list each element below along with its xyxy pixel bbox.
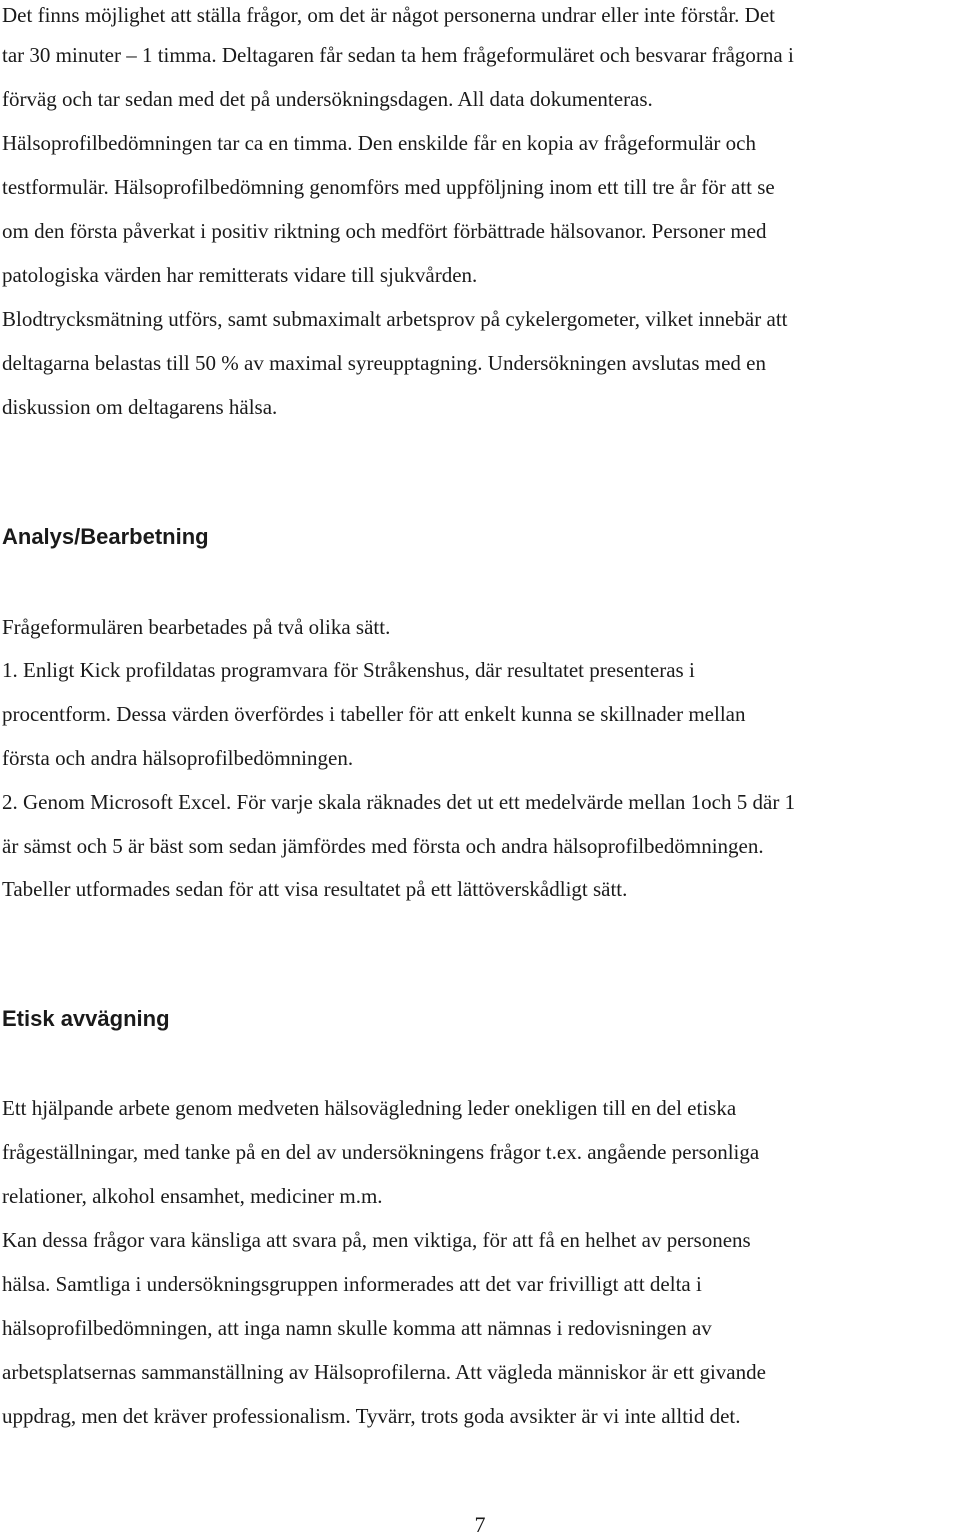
etik-line: Kan dessa frågor vara känsliga att svara på, men viktiga, för att få en helhet av personens [2, 1228, 751, 1252]
intro-line: tar 30 minuter – 1 timma. Deltagaren får sedan ta hem frågeformuläret och besvarar frågorna i [2, 43, 794, 67]
intro-line: förväg och tar sedan med det på undersökningsdagen. All data dokumenteras. [2, 87, 653, 111]
etik-line: frågeställningar, med tanke på en del av undersökningens frågor t.ex. angående personliga [2, 1140, 760, 1164]
intro-line: om den första påverkat i positiv riktning och medfört förbättrade hälsovanor. Personer med [2, 219, 767, 243]
intro-line: Blodtrycksmätning utförs, samt submaximalt arbetsprov på cykelergometer, vilket innebär att [2, 307, 788, 331]
etik-line: hälsoprofilbedömningen, att inga namn skulle komma att nämnas i redovisningen av [2, 1316, 712, 1340]
analys-line: Tabeller utformades sedan för att visa resultatet på ett lättöverskådligt sätt. [2, 877, 628, 901]
section-heading-etik: Etisk avvägning [2, 1006, 170, 1031]
etik-line: hälsa. Samtliga i undersökningsgruppen informerades att det var frivilligt att delta i [2, 1272, 702, 1296]
etik-line: Ett hjälpande arbete genom medveten hälsovägledning leder onekligen till en del etiska [2, 1096, 737, 1120]
section-heading-analys: Analys/Bearbetning [2, 524, 209, 549]
etik-line: uppdrag, men det kräver professionalism. Tyvärr, trots goda avsikter är vi inte alltid det. [2, 1404, 741, 1428]
analys-line: är sämst och 5 är bäst som sedan jämfördes med första och andra hälsoprofilbedömningen. [2, 834, 764, 858]
etik-line: relationer, alkohol ensamhet, mediciner m.m. [2, 1184, 383, 1208]
intro-line: Det finns möjlighet att ställa frågor, om det är något personerna undrar eller inte förstår. Det [2, 3, 775, 27]
page-number: 7 [474, 1512, 486, 1537]
analys-line: 1. Enligt Kick profildatas programvara för Stråkenshus, där resultatet presenteras i [2, 658, 695, 682]
intro-line: deltagarna belastas till 50 % av maximal syreupptagning. Undersökningen avslutas med en [2, 351, 766, 375]
etik-line: arbetsplatsernas sammanställning av Hälsoprofilerna. Att vägleda människor är ett givande [2, 1360, 766, 1384]
analys-line: Frågeformulären bearbetades på två olika sätt. [2, 615, 391, 639]
analys-line: första och andra hälsoprofilbedömningen. [2, 746, 354, 770]
analys-line: 2. Genom Microsoft Excel. För varje skala räknades det ut ett medelvärde mellan 1och 5 där 1 [2, 790, 796, 814]
analys-line: procentform. Dessa värden överfördes i tabeller för att enkelt kunna se skillnader mellan [2, 702, 746, 726]
intro-line: diskussion om deltagarens hälsa. [2, 395, 278, 419]
intro-line: testformulär. Hälsoprofilbedömning genomförs med uppföljning inom ett till tre år för att se [2, 175, 775, 199]
intro-line: Hälsoprofilbedömningen tar ca en timma. Den enskilde får en kopia av frågeformulär och [2, 131, 756, 155]
intro-line: patologiska värden har remitterats vidare till sjukvården. [2, 263, 478, 287]
